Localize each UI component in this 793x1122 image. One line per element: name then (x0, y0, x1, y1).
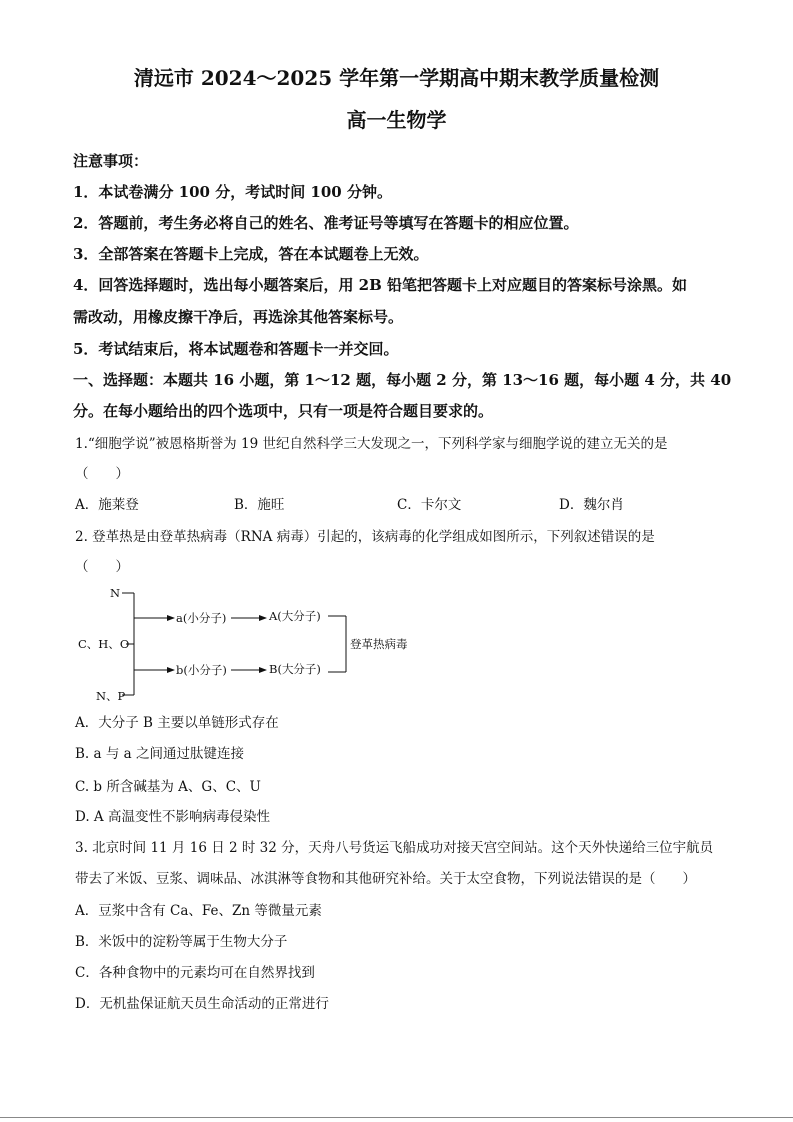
q1-stem: 1.“细胞学说”被恩格斯誉为 19 世纪自然科学三大发现之一，下列科学家与细胞学说的建立无关的是 (75, 436, 668, 452)
label-cho: C、H、O (78, 637, 130, 651)
page-bottom-rule (0, 1117, 793, 1118)
note-item: 2．答题前，考生务必将自己的姓名、准考证号等填写在答题卡的相应位置。 (73, 214, 579, 232)
note-item: 5．考试结束后，将本试题卷和答题卡一并交回。 (73, 340, 399, 358)
q2-stem: 2. 登革热是由登革热病毒（RNA 病毒）引起的，该病毒的化学组成如图所示，下列叙述错误的是 (75, 529, 655, 545)
label-A-large: A(大分子) (269, 609, 321, 623)
note-item: 需改动，用橡皮擦干净后，再选涂其他答案标号。 (73, 308, 404, 326)
q3-option-c: C．各种食物中的元素均可在自然界找到 (75, 965, 315, 981)
label-a-small: a(小分子) (176, 611, 227, 625)
label-b-small: b(小分子) (176, 663, 227, 677)
q1-option-d: D．魏尔肖 (559, 497, 624, 513)
q2-option-b: B. a 与 a 之间通过肽键连接 (75, 746, 244, 762)
label-B-large: B(大分子) (269, 662, 321, 676)
label-virus: 登革热病毒 (350, 637, 408, 651)
q3-option-b: B．米饭中的淀粉等属于生物大分子 (75, 934, 288, 950)
subject-title: 高一生物学 (346, 108, 447, 132)
q1-option-a: A．施莱登 (75, 497, 139, 513)
note-item: 3．全部答案在答题卡上完成，答在本试题卷上无效。 (73, 245, 429, 263)
q2-answer-paren: （ ） (75, 559, 129, 575)
note-item: 1．本试卷满分 100 分，考试时间 100 分钟。 (73, 183, 392, 201)
section-heading-line2: 分。在每小题给出的四个选项中，只有一项是符合题目要求的。 (73, 402, 494, 420)
label-np: N、P (96, 689, 126, 703)
q3-option-a: A．豆浆中含有 Ca、Fe、Zn 等微量元素 (75, 903, 322, 919)
q3-stem-line2: 带去了米饭、豆浆、调味品、冰淇淋等食物和其他研究补给。关于太空食物，下列说法错误的是（ ） (75, 871, 696, 887)
q3-stem-line1: 3. 北京时间 11 月 16 日 2 时 32 分，天舟八号货运飞船成功对接天宫空间站。这个天外快递给三位宇航员 (75, 840, 714, 856)
q2-option-a: A．大分子 B 主要以单链形式存在 (75, 715, 279, 731)
q1-option-c: C．卡尔文 (397, 497, 462, 513)
label-n: N (110, 586, 121, 600)
q2-option-c: C. b 所含碱基为 A、G、C、U (75, 779, 261, 795)
section-heading-line1: 一、选择题：本题共 16 小题，第 1～12 题，每小题 2 分，第 13～16 题，每小题 4 分，共 40 (73, 371, 732, 389)
exam-title: 清远市 2024～2025 学年第一学期高中期末教学质量检测 (133, 66, 660, 90)
q2-option-d: D. A 高温变性不影响病毒侵染性 (75, 809, 270, 825)
q3-option-d: D．无机盐保证航天员生命活动的正常进行 (75, 996, 329, 1012)
note-item: 4．回答选择题时，选出每小题答案后，用 2B 铅笔把答题卡上对应题目的答案标号涂黑。如 (73, 276, 688, 294)
q1-answer-paren: （ ） (75, 466, 129, 482)
virus-composition-diagram (70, 580, 430, 705)
q1-option-b: B．施旺 (234, 497, 285, 513)
notes-heading: 注意事项： (73, 152, 149, 170)
